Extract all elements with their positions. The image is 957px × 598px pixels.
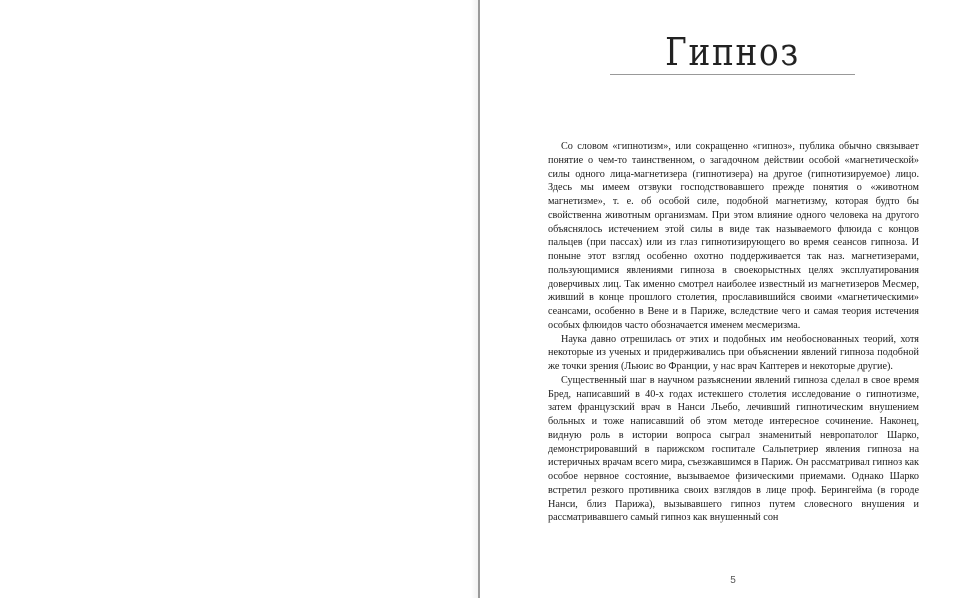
gutter-shadow — [471, 0, 478, 598]
left-page-blank — [0, 0, 478, 598]
title-underline — [610, 74, 855, 75]
paragraph: Существенный шаг в научном разъяснении явлений гипноза сделал в свое время Бред, написавший в 40-х годах истекшего столетия исследование о гипнотизме, затем французский врач в Нанси Льебо, лечивший гипнотическим внушением больных и тоже написавший об этом методе интересное сочинение. Наконец, видную роль в истории вопроса сыграл знаменитый невропатолог Шарко, демонстрировавший в парижском госпитале Сальпетриер явления гипноза на истеричных врачам всего мира, съезжавшимся в Париж. Он рассматривал гипноз как особое нервное состояние, вызываемое физическими приемами. Однако Шарко встретил резкого противника своих взглядов в лице проф. Берингейма (в городе Нанси, близ Парижа), вызывавшего гипноз путем словесного внушения и рассматривавшего самый гипноз как внушенный сон — [548, 374, 919, 524]
page-number: 5 — [730, 575, 736, 586]
chapter-title: Гипноз — [665, 30, 800, 74]
paragraph: Наука давно отрешилась от этих и подобных им необоснованных теорий, хотя некоторые из ученых и придерживались при объяснении явлений гипноза подобной же точки зрения (Льюис во Франции, у нас врач Каптерев и некоторые другие). — [548, 333, 919, 372]
body-text — [548, 140, 919, 525]
paragraph: Со словом «гипнотизм», или сокращенно «гипноз», публика обычно связывает понятие о чем-то таинственном, о загадочном действии особой «магнетической» силы одного лица-магнетизера (гипнотизера) на другое (гипнотизируемое) лицо. Здесь мы имеем отзвуки господствовавшего прежде понятия о «животном магнетизме», т. е. об особой силе, подобной магнетизму, которая будто бы свойственна животным организмам. При этом влияние одного человека на другого объяснялось истечением этой силы в виде так называемого флюида с концов пальцев (при пассах) или из глаз гипнотизирующего во время сеансов гипноза. И поныне этот взгляд особенно охотно поддерживается так наз. магнетизерами, пользующимися явлениями гипноза в своекорыстных целях эксплуатирования доверчивых лиц. Так именно смотрел наиболее известный из магнетизеров Месмер, живший в конце прошлого столетия, прославившийся своими «магнетическими» сеансами, особенно в Вене и в Париже, вследствие чего и самая теория истечения особых флюидов часто обозначается именем месмеризма. — [548, 141, 919, 331]
